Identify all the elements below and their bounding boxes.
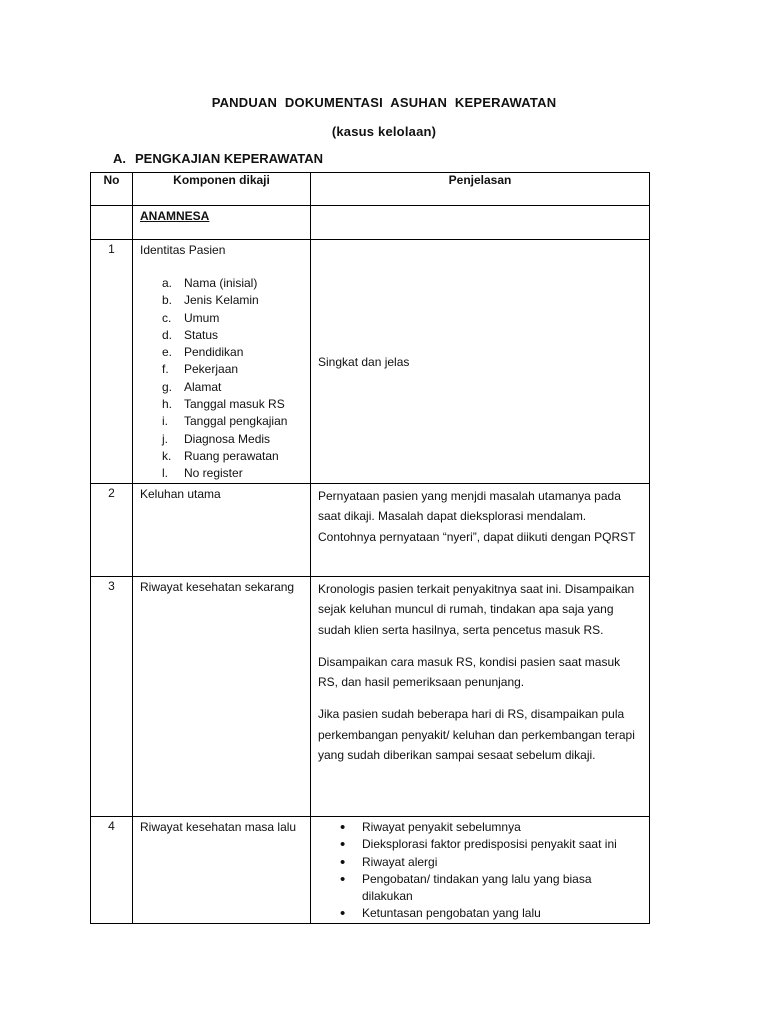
list-item: a. Nama (inisial) — [162, 276, 258, 290]
table-cell — [133, 206, 311, 240]
explanation-text: Singkat dan jelas — [318, 355, 410, 370]
document-title: PANDUAN DOKUMENTASI ASUHAN KEPERAWATAN — [211, 95, 557, 110]
explanation-paragraph: Pernyataan pasien yang menjdi masalah utamanya pada saat dikaji. Masalah dapat dieksplorasi mendalam. Contohnya pernyataan “nyeri”, dapat diikuti dengan PQRST — [318, 489, 636, 544]
list-item: • Dieksplorasi faktor predisposisi penyakit saat ini — [340, 836, 643, 853]
row-number: 2 — [91, 484, 133, 577]
list-item: d. Status — [162, 327, 219, 342]
explanation-cell — [311, 484, 650, 577]
list-item: j. Diagnosa Medis — [162, 431, 271, 446]
header-component: Komponen dikaji — [133, 173, 311, 206]
explanation-paragraph: Jika pasien sudah beberapa hari di RS, disampaikan pula perkembangan penyakit/ keluhan dan perkembangan terapi yang sudah diberikan sampai sesaat sebelum dikaji. — [318, 707, 635, 763]
explanation-cell — [311, 240, 650, 484]
list-item: f. Pekerjaan — [162, 362, 239, 377]
assessment-table — [90, 172, 650, 924]
list-item: c. Umum — [162, 310, 220, 325]
explanation-paragraph: Disampaikan cara masuk RS, kondisi pasien saat masuk RS, dan hasil pemeriksaan penunjang. — [318, 654, 621, 690]
header-explanation: Penjelasan — [311, 173, 650, 206]
explanation-cell — [311, 817, 650, 924]
table-header-row — [91, 173, 650, 206]
list-item: i. Tanggal pengkajian — [162, 414, 288, 429]
list-item: • Ketuntasan pengobatan yang lalu — [340, 905, 643, 922]
list-item: • Pengobatan/ tindakan yang lalu yang biasa dilakukan — [340, 871, 643, 906]
table-row-anamnesa — [91, 206, 650, 240]
row-number: 3 — [91, 577, 133, 817]
section-label: PENGKAJIAN KEPERAWATAN — [135, 151, 324, 166]
component-cell — [133, 240, 311, 484]
table-row — [91, 484, 650, 577]
component-label: Identitas Pasien — [140, 243, 226, 257]
list-item: • Riwayat penyakit sebelumnya — [340, 819, 643, 836]
table-row — [91, 240, 650, 484]
table-cell — [311, 206, 650, 240]
section-letter: A. — [113, 151, 126, 166]
list-item: g. Alamat — [162, 379, 222, 394]
list-item: e. Pendidikan — [162, 345, 244, 360]
section-heading — [113, 151, 323, 166]
component-label: Keluhan utama — [133, 484, 311, 577]
component-label: Riwayat kesehatan sekarang — [133, 577, 311, 817]
list-item: h. Tanggal masuk RS — [162, 397, 285, 412]
list-item: k. Ruang perawatan — [162, 448, 279, 463]
document-subtitle: (kasus kelolaan) — [331, 124, 437, 139]
table-row — [91, 577, 650, 817]
list-item: l. No register — [162, 466, 243, 481]
component-label: Riwayat kesehatan masa lalu — [133, 817, 311, 924]
identity-list — [140, 275, 310, 483]
bullet-list — [311, 819, 643, 923]
header-no: No — [91, 173, 133, 206]
row-number: 1 — [91, 240, 133, 484]
explanation-paragraph: Kronologis pasien terkait penyakitnya saat ini. Disampaikan sejak keluhan muncul di rumah, tindakan apa saja yang sudah klien serta hasilnya, serta pencetus masuk RS. — [318, 582, 635, 637]
row-number: 4 — [91, 817, 133, 924]
table-cell — [91, 206, 133, 240]
table-row — [91, 817, 650, 924]
explanation-cell — [311, 577, 650, 817]
list-item: • Riwayat alergi — [340, 854, 643, 871]
list-item: b. Jenis Kelamin — [162, 293, 259, 308]
anamnesa-label: ANAMNESA — [140, 209, 210, 223]
